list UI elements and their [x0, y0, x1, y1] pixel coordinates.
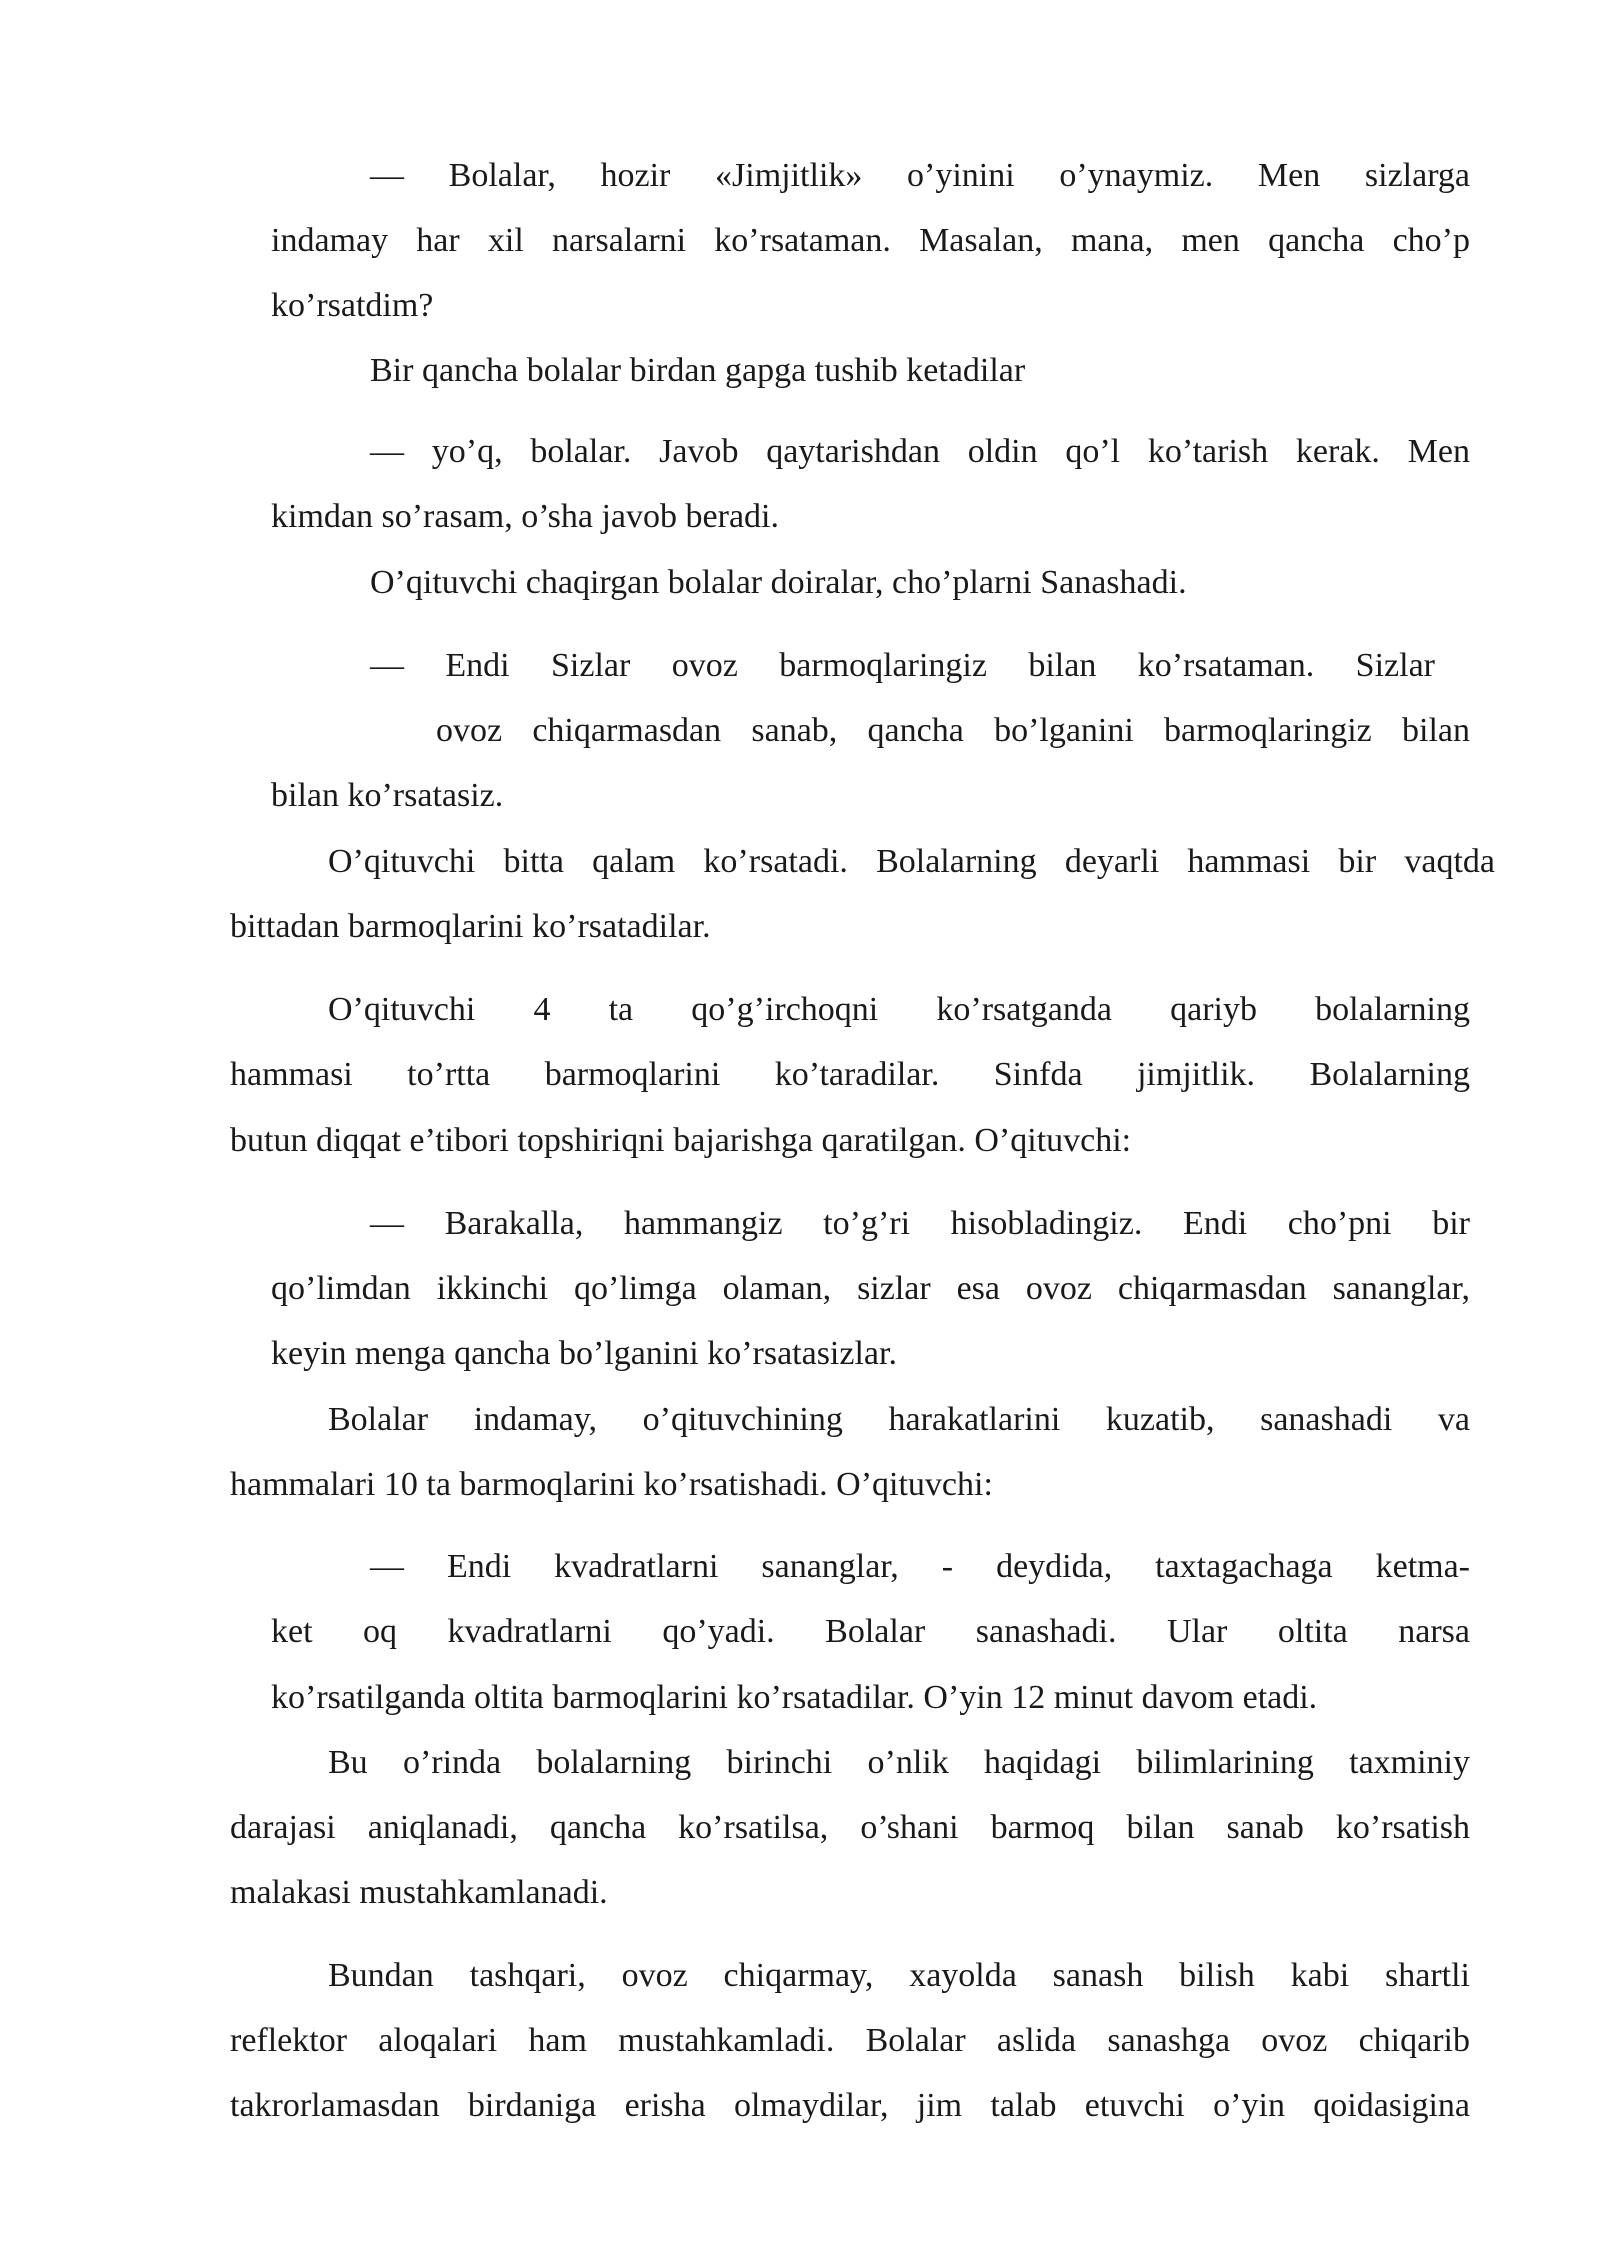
text-line: keyin menga qancha bo’lganini ko’rsatasizlar. — [271, 1335, 897, 1372]
text-line: Bundan tashqari, ovoz chiqarmay, xayolda sanash bilish kabi shartli — [328, 1957, 1470, 1994]
text-line: hammasi to’rtta barmoqlarini ko’taradilar. Sinfda jimjitlik. Bolalarning — [230, 1056, 1470, 1093]
text-line: Bolalar indamay, o’qituvchining harakatlarini kuzatib, sanashadi va — [328, 1401, 1470, 1438]
text-line: — Endi Sizlar ovoz barmoqlaringiz bilan ko’rsataman. Sizlar — [370, 647, 1435, 684]
text-line: O’qituvchi chaqirgan bolalar doiralar, cho’plarni Sanashadi. — [370, 564, 1187, 601]
text-line: butun diqqat e’tibori topshiriqni bajarishga qaratilgan. O’qituvchi: — [230, 1122, 1132, 1159]
text-line: darajasi aniqlanadi, qancha ko’rsatilsa, o’shani barmoq bilan sanab ko’rsatish — [230, 1809, 1470, 1846]
text-line: ko’rsatdim? — [271, 287, 434, 324]
text-line: ko’rsatilganda oltita barmoqlarini ko’rsatadilar. O’yin 12 minut davom etadi. — [271, 1679, 1318, 1716]
text-line: Bir qancha bolalar birdan gapga tushib ketadilar — [370, 352, 1026, 389]
text-line: malakasi mustahkamlanadi. — [230, 1874, 608, 1911]
text-line: — Barakalla, hammangiz to’g’ri hisobladingiz. Endi cho’pni bir — [370, 1205, 1470, 1242]
text-line: qo’limdan ikkinchi qo’limga olaman, sizlar esa ovoz chiqarmasdan sananglar, — [271, 1270, 1470, 1307]
text-line: bittadan barmoqlarini ko’rsatadilar. — [230, 908, 711, 945]
text-line: O’qituvchi bitta qalam ko’rsatadi. Bolalarning deyarli hammasi bir vaqtda — [328, 843, 1495, 880]
text-line: hammalari 10 ta barmoqlarini ko’rsatishadi. O’qituvchi: — [230, 1466, 993, 1503]
text-line: reflektor aloqalari ham mustahkamladi. Bolalar aslida sanashga ovoz chiqarib — [230, 2022, 1470, 2059]
text-line: — yo’q, bolalar. Javob qaytarishdan oldin qo’l ko’tarish kerak. Men — [370, 433, 1470, 470]
text-line: — Endi kvadratlarni sananglar, - deydida, taxtagachaga ketma- — [370, 1548, 1470, 1585]
text-line: bilan ko’rsatasiz. — [271, 777, 504, 814]
text-line: O’qituvchi 4 ta qo’g’irchoqni ko’rsatganda qariyb bolalarning — [328, 991, 1470, 1028]
text-line: indamay har xil narsalarni ko’rsataman. Masalan, mana, men qancha cho’p — [271, 222, 1470, 259]
text-line: ket oq kvadratlarni qo’yadi. Bolalar sanashadi. Ular oltita narsa — [271, 1613, 1470, 1650]
text-line: takrorlamasdan birdaniga erisha olmaydilar, jim talab etuvchi o’yin qoidasigina — [230, 2087, 1470, 2124]
text-line: Bu o’rinda bolalarning birinchi o’nlik haqidagi bilimlarining taxminiy — [328, 1744, 1470, 1781]
text-line: ovoz chiqarmasdan sanab, qancha bo’lganini barmoqlaringiz bilan — [436, 712, 1470, 749]
text-line: — Bolalar, hozir «Jimjitlik» o’yinini o’ynaymiz. Men sizlarga — [370, 157, 1470, 194]
text-line: kimdan so’rasam, o’sha javob beradi. — [271, 498, 779, 535]
